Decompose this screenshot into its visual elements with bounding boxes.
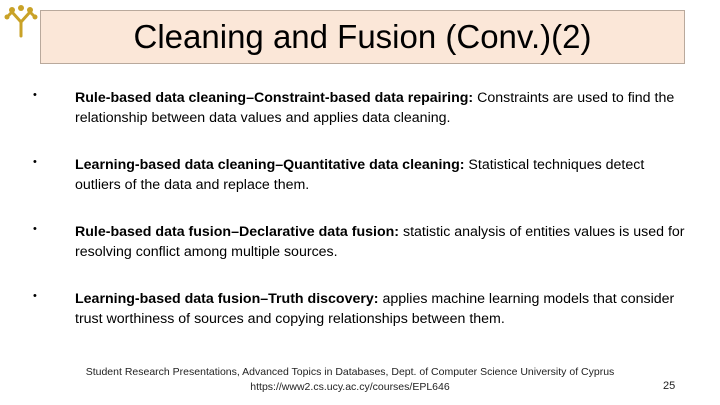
bullet-text — [75, 88, 690, 128]
bullet-heading: Rule-based data cleaning–Constraint-based data repairing: — [75, 90, 474, 106]
bullet-marker: • — [33, 223, 37, 235]
footer-link[interactable]: https://www2.cs.ucy.ac.cy/courses/EPL646 — [250, 381, 450, 393]
bullet-heading: Learning-based data cleaning–Quantitative data cleaning: — [75, 157, 465, 173]
bullet-heading: Learning-based data fusion–Truth discovery: — [75, 291, 379, 307]
bullet-body: statistic analysis of entities values is used for resolving conflict among multiple sources. — [75, 224, 685, 260]
bullet-marker: • — [33, 290, 37, 302]
bullet-body: applies machine learning models that consider trust worthiness of sources and copying relationships between them. — [75, 291, 675, 327]
bullet-text — [75, 222, 690, 262]
bullet-text — [75, 289, 690, 329]
footer-line-1: Student Research Presentations, Advanced Topics in Databases, Dept. of Computer Science University of Cyprus — [85, 366, 615, 378]
page-number: 25 — [663, 380, 676, 392]
bullet-body: Constraints are used to find the relationship between data values and applies data cleaning. — [75, 90, 675, 126]
bullet-marker: • — [33, 89, 37, 101]
slide-title: Cleaning and Fusion (Conv.)(2) — [133, 18, 592, 55]
bullet-text — [75, 155, 690, 195]
slide-footer — [60, 365, 640, 395]
bullet-heading: Rule-based data fusion–Declarative data fusion: — [75, 224, 400, 240]
bullet-body: Statistical techniques detect outliers of the data and replace them. — [75, 157, 645, 193]
bullet-marker: • — [33, 156, 37, 168]
